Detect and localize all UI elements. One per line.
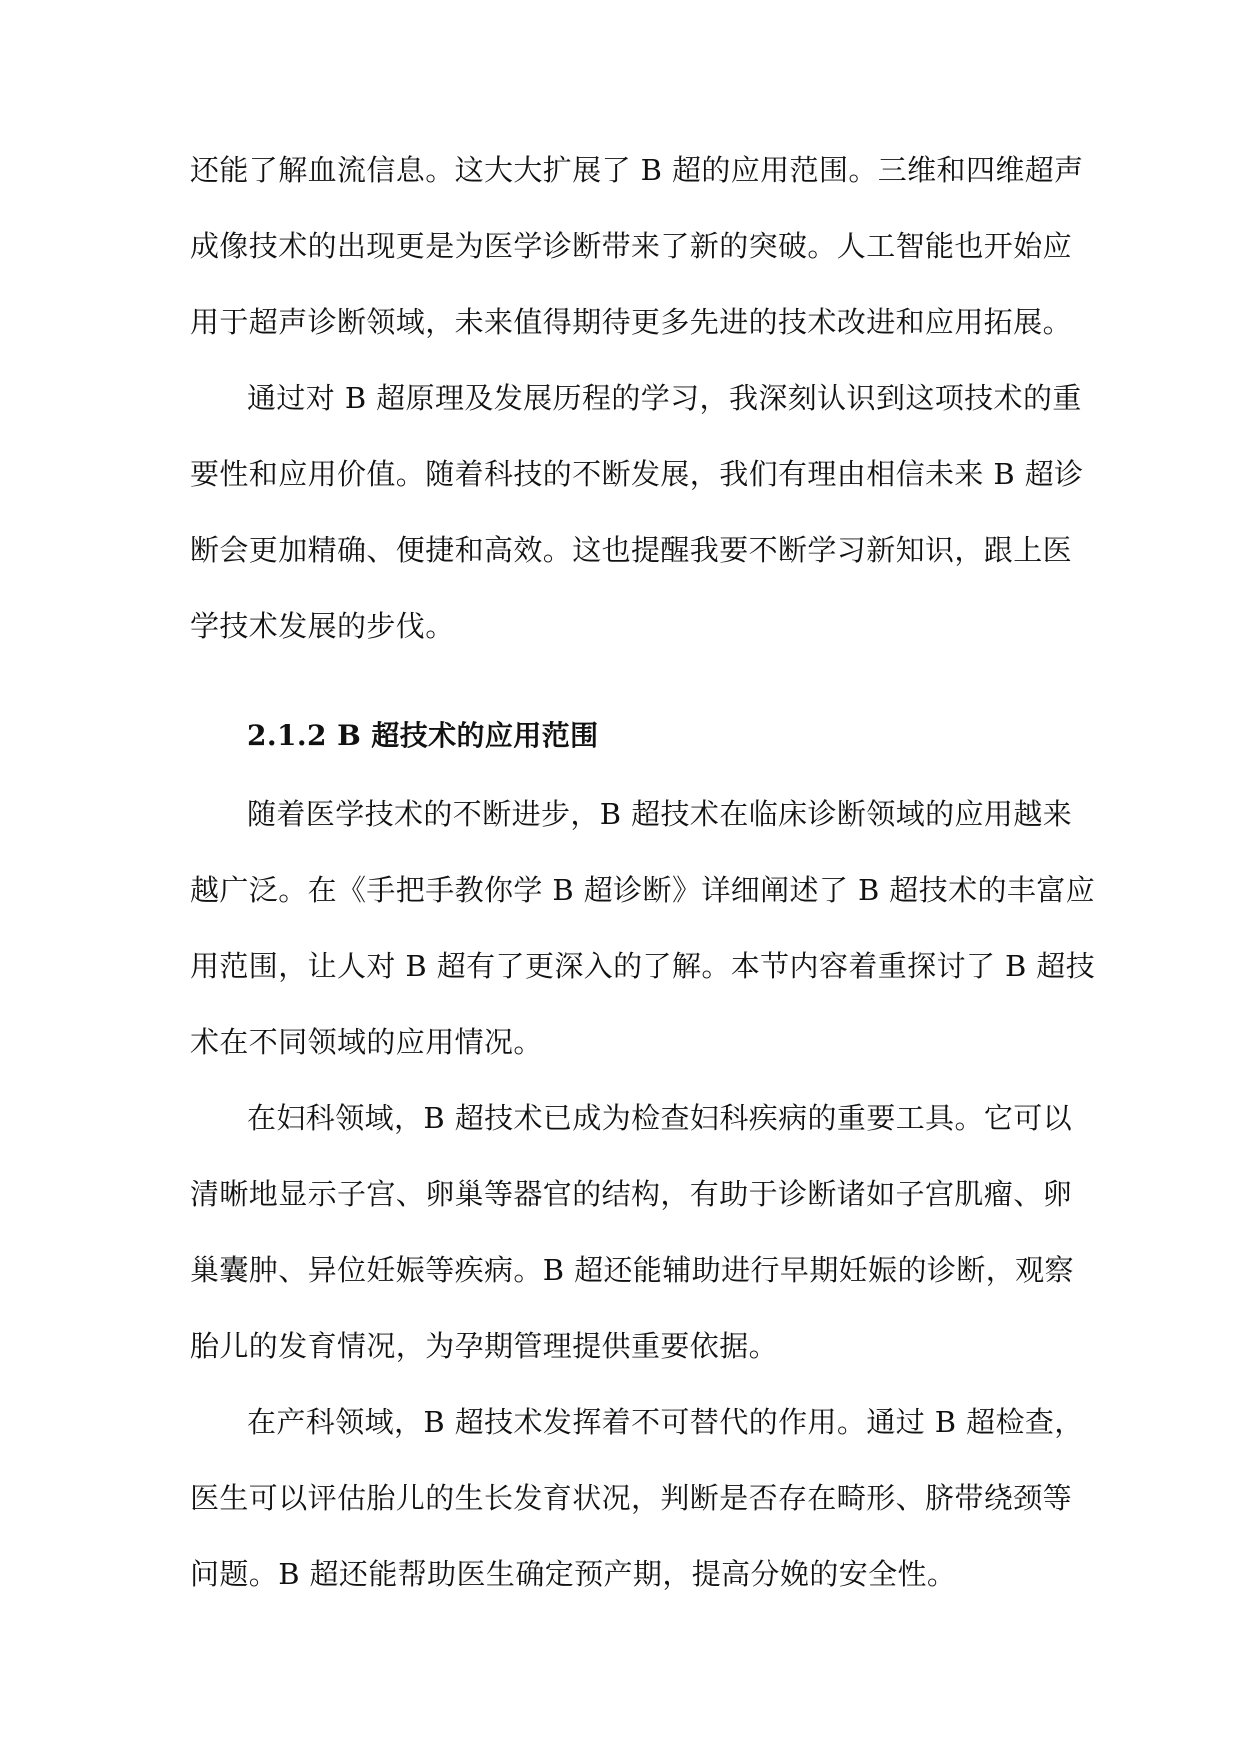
paragraph-line: 巢囊肿、异位妊娠等疾病。B 超还能辅助进行早期妊娠的诊断，观察 [190, 1253, 1074, 1287]
paragraph-line: 通过对 B 超原理及发展历程的学习，我深刻认识到这项技术的重 [247, 381, 1082, 415]
paragraph-line: 在妇科领域，B 超技术已成为检查妇科疾病的重要工具。它可以 [247, 1101, 1073, 1135]
paragraph-line: 还能了解血流信息。这大大扩展了 B 超的应用范围。三维和四维超声 [190, 153, 1084, 187]
paragraph-line: 胎儿的发育情况，为孕期管理提供重要依据。 [190, 1329, 779, 1363]
paragraph-line: 医生可以评估胎儿的生长发育状况，判断是否存在畸形、脐带绕颈等 [190, 1481, 1073, 1515]
section-heading: 2.1.2 B 超技术的应用范围 [247, 719, 599, 752]
paragraph-line: 越广泛。在《手把手教你学 B 超诊断》详细阐述了 B 超技术的丰富应 [190, 873, 1096, 907]
paragraph-line: 用范围，让人对 B 超有了更深入的了解。本节内容着重探讨了 B 超技 [190, 949, 1096, 983]
paragraph-line: 断会更加精确、便捷和高效。这也提醒我要不断学习新知识，跟上医 [190, 533, 1073, 567]
paragraph-line: 要性和应用价值。随着科技的不断发展，我们有理由相信未来 B 超诊 [190, 457, 1084, 491]
paragraph-line: 成像技术的出现更是为医学诊断带来了新的突破。人工智能也开始应 [190, 229, 1073, 263]
paragraph-line: 随着医学技术的不断进步，B 超技术在临床诊断领域的应用越来 [247, 797, 1073, 831]
paragraph-line: 在产科领域，B 超技术发挥着不可替代的作用。通过 B 超检查， [247, 1405, 1084, 1439]
paragraph-line: 术在不同领域的应用情况。 [190, 1025, 543, 1059]
paragraph-line: 学技术发展的步伐。 [190, 609, 455, 643]
paragraph-line: 用于超声诊断领域，未来值得期待更多先进的技术改进和应用拓展。 [190, 305, 1073, 339]
paragraph-line: 问题。B 超还能帮助医生确定预产期，提高分娩的安全性。 [190, 1557, 957, 1591]
paragraph-line: 清晰地显示子宫、卵巢等器官的结构，有助于诊断诸如子宫肌瘤、卵 [190, 1177, 1073, 1211]
